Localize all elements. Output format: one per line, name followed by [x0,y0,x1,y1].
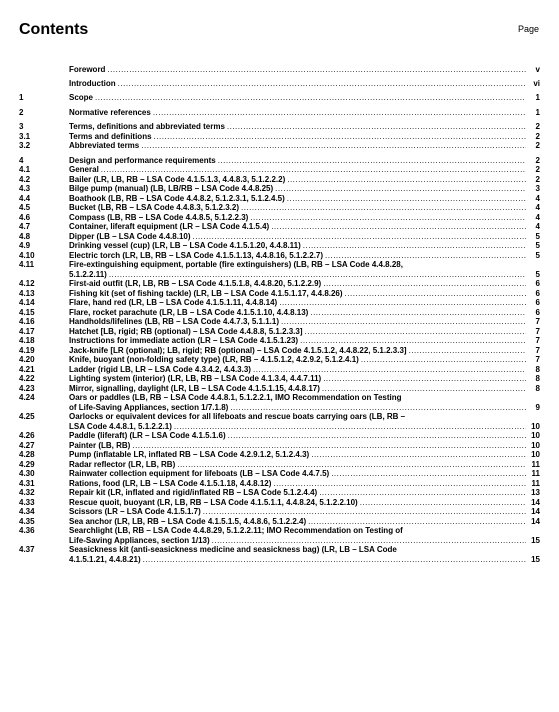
toc-entry-text [69,251,540,261]
dot-leader [95,93,526,103]
toc-entry[interactable] [19,479,540,489]
toc-entry[interactable] [19,460,540,470]
dot-leader [271,222,526,232]
toc-entry-number: 4 [19,155,24,165]
toc-entry-page-number: v [535,65,540,74]
toc-entry-number: 4.31 [19,478,35,488]
toc-entry[interactable] [19,412,540,431]
toc-entry-title-line: Pump (inflatable LR, inflated RB – LSA Code 4.2.9.1.2, 5.1.2.4.3) [69,450,310,459]
toc-entry[interactable] [19,336,540,346]
toc-entry-text [69,203,540,213]
toc-entry-number: 4.2 [19,174,31,184]
toc-entry-text [69,431,540,441]
toc-entry[interactable] [19,469,540,479]
toc-entry-page-number: 5 [535,231,540,241]
dot-leader [325,251,526,261]
toc-entry-page-number: 2 [535,122,540,131]
toc-entry-page-number: 10 [531,440,540,450]
toc-entry-title-line: Searchlight (LB, RB – LSA Code 4.4.8.29, 5.1.2.2.11; IMO Recommendation on Testing of [69,526,403,535]
toc-entry[interactable] [19,132,540,142]
dot-leader [275,184,526,194]
dot-leader [345,289,526,299]
toc-entry[interactable] [19,507,540,517]
toc-entry[interactable] [19,317,540,327]
toc-entry[interactable] [19,365,540,375]
toc-entry-text [69,317,540,327]
toc-entry-title-line: Container, liferaft equipment (LR – LSA Code 4.1.5.4) [69,222,270,231]
toc-entry-number: 4.18 [19,336,35,345]
toc-entry-page-number: 4 [535,222,540,231]
dot-leader [227,122,526,132]
toc-entry-title-line: Terms, definitions and abbreviated terms [69,122,225,131]
toc-entry-title-line: Oarlocks or equivalent devices for all lifeboats and rescue boats carrying oars (LB, RB – [69,412,406,421]
dot-leader [228,431,526,441]
toc-entry[interactable] [19,526,540,545]
toc-entry[interactable] [19,431,540,441]
toc-entry-title-line: Bucket (LB, RB – LSA Code 4.4.8.3, 5.1.2.3.2) [69,203,239,212]
dot-leader [154,132,526,142]
dot-leader [107,65,526,75]
toc-entry-number: 4.22 [19,374,35,383]
toc-entry-page-number: 9 [535,402,540,412]
toc-entry[interactable] [19,346,540,356]
toc-entry-number: 4.29 [19,459,35,469]
toc-entry[interactable] [19,393,540,412]
toc-entry-page-number: 4 [535,203,540,212]
toc-entry-page-number: 2 [535,141,540,150]
toc-entry-text [69,346,540,356]
toc-entry[interactable] [19,79,540,89]
toc-entry-text [69,241,540,251]
toc-entry-page-number: 7 [535,345,540,355]
toc-entry[interactable] [19,184,540,194]
toc-entry-title-line: Paddle (liferaft) (LR – LSA Code 4.1.5.1.6) [69,431,226,440]
toc-entry-text [69,479,540,489]
dot-leader [273,479,526,489]
toc-entry[interactable] [19,251,540,261]
dot-leader [311,450,526,460]
toc-entry-text [69,517,540,527]
toc-entry[interactable] [19,175,540,185]
toc-entry-text [69,393,540,412]
dot-leader [308,517,526,527]
toc-entry-page-number: 11 [531,478,540,488]
toc-entry-text [69,526,540,545]
toc-entry-text [69,488,540,498]
dot-leader [101,165,526,175]
toc-entry-number: 4.12 [19,279,35,288]
dot-leader [250,213,526,223]
dot-leader [409,346,526,356]
dot-leader [253,365,526,375]
toc-entry-page-number: 7 [535,355,540,364]
toc-entry-title-line: LSA Code 4.4.8.1, 5.1.2.2.1) [69,421,172,431]
toc-entry-text [69,336,540,346]
toc-entry-title-line: Ladder (rigid LB, LR – LSA Code 4.3.4.2, 4.4.3.3) [69,364,251,374]
toc-entry-text [69,108,540,118]
toc-entry-page-number: 7 [535,317,540,326]
toc-entry-number: 4.6 [19,212,31,222]
toc-entry-title-line: Instructions for immediate action (LR – LSA Code 4.1.5.1.23) [69,336,299,345]
page-column-label: Page [517,24,539,34]
toc-entry-page-number: 2 [535,174,540,184]
dot-leader [153,108,526,118]
toc-entry-number: 4.26 [19,431,35,440]
toc-entry-number: 2 [19,107,24,117]
toc-entry-text [69,374,540,384]
toc-entry[interactable] [19,545,540,564]
toc-entry-number: 3.1 [19,131,31,141]
dot-leader [109,270,526,280]
toc-entry-text [69,184,540,194]
toc-entry-text [69,450,540,460]
toc-entry-page-number: 5 [535,241,540,250]
dot-leader [360,498,526,508]
toc-entry-title-line: Sea anchor (LR, LB, RB – LSA Code 4.1.5.1.5, 4.4.8.6, 5.1.2.2.4) [69,516,307,526]
toc-entry[interactable] [19,517,540,527]
dot-leader [279,298,526,308]
toc-entry-title-line: 4.1.5.1.21, 4.4.8.21) [69,554,141,564]
dot-leader [300,336,526,346]
dot-leader [287,175,526,185]
toc-entry-page-number: 7 [535,336,540,345]
toc-entry-text [69,545,540,564]
toc-entry-text [69,412,540,431]
toc-entry[interactable] [19,298,540,308]
toc-entry[interactable] [19,165,540,175]
toc-entry-text [69,141,540,151]
toc-entry-number: 3 [19,122,24,131]
toc-entry-title-line: First-aid outfit (LR, LB, RB – LSA Code 4.1.5.1.8, 4.4.8.20, 5.1.2.2.9) [69,279,322,288]
toc-entry[interactable] [19,289,540,299]
toc-entry-text [69,460,540,470]
toc-entry-title-line: Fishing kit (set of fishing tackle) (LR, LB – LSA Code 4.1.5.1.17, 4.4.8.26) [69,288,343,298]
dot-leader [322,384,526,394]
toc-entry-title-line: Design and performance requirements [69,155,216,165]
toc-entry-number: 4.25 [19,412,35,421]
toc-entry-number: 4.17 [19,326,35,336]
toc-entry-title-line: Scissors (LR – LSA Code 4.1.5.1.7) [69,507,201,516]
toc-entry-title-line: Painter (LB, RB) [69,440,131,450]
toc-entry-text [69,79,540,89]
toc-entry[interactable] [19,384,540,394]
toc-entry-number: 4.21 [19,364,35,374]
toc-entry-title-line: Knife, buoyant (non-folding safety type) (LR, RB – 4.1.5.1.2, 4.2.9.2, 5.1.2.4.1) [69,355,359,364]
toc-entry-page-number: 3 [535,184,540,193]
dot-leader [310,308,526,318]
toc-entry[interactable] [19,241,540,251]
toc-entry-page-number: 14 [531,516,540,526]
toc-entry-page-number: 6 [535,298,540,307]
toc-entry-page-number: 1 [535,93,540,102]
toc-entry-number: 4.19 [19,345,35,355]
table-of-contents [19,65,540,564]
toc-entry-number: 4.11 [19,260,35,269]
toc-entry-page-number: 15 [531,554,540,564]
toc-entry-number: 4.36 [19,526,35,535]
toc-entry-title-line: Flare, hand red (LR, LB – LSA Code 4.1.5.1.11, 4.4.8.14) [69,298,278,307]
dot-leader [218,156,526,166]
toc-entry-text [69,498,540,508]
toc-entry[interactable] [19,355,540,365]
toc-entry-number: 4.3 [19,184,31,193]
toc-entry-page-number: 15 [531,535,540,545]
toc-entry[interactable] [19,203,540,213]
dot-leader [331,469,526,479]
toc-entry[interactable] [19,308,540,318]
toc-entry-number: 4.13 [19,288,35,298]
toc-entry-number: 4.20 [19,355,35,364]
toc-entry-text [69,384,540,394]
toc-entry-page-number: 8 [535,383,540,393]
toc-entry[interactable] [19,108,540,118]
toc-entry[interactable] [19,222,540,232]
toc-entry-number: 4.34 [19,507,35,516]
toc-entry-title-line: Mirror, signalling, daylight (LR, LB – LSA Code 4.1.5.1.15, 4.4.8.17) [69,383,320,393]
toc-entry-number: 4.16 [19,317,35,326]
toc-entry-text [69,469,540,479]
toc-entry-title-line: General [69,165,99,174]
toc-entry-title-line: Bilge pump (manual) (LB, LB/RB – LSA Code 4.4.8.25) [69,184,274,193]
toc-entry-text [69,122,540,132]
toc-entry-title-line: Electric torch (LR, LB, RB – LSA Code 4.1.5.1.13, 4.4.8.16, 5.1.2.2.7) [69,250,324,260]
toc-entry-text [69,156,540,166]
page-title: Contents [19,21,89,38]
dot-leader [319,488,526,498]
toc-entry-title-line: Terms and definitions [69,131,152,141]
dot-leader [132,441,526,451]
toc-entry-page-number: 11 [531,469,540,478]
dot-leader [177,460,526,470]
dot-leader [203,507,526,517]
toc-entry-text [69,441,540,451]
toc-entry-page-number: 10 [531,450,540,459]
toc-entry[interactable] [19,327,540,337]
toc-entry-page-number: 4 [535,212,540,222]
toc-entry-number: 4.37 [19,545,35,554]
toc-entry-number: 4.9 [19,241,31,250]
toc-entry-title-line: Rescue quoit, buoyant (LR, LB, RB – LSA Code 4.1.5.1.1, 4.4.8.24, 5.1.2.2.10) [69,497,358,507]
toc-entry-page-number: 6 [535,288,540,298]
toc-entry-title-line: Drinking vessel (cup) (LR, LB – LSA Code 4.1.5.1.20, 4.4.8.11) [69,241,301,250]
toc-entry-page-number: 6 [535,279,540,288]
toc-entry-page-number: 10 [531,431,540,440]
toc-entry-title-line: Rations, food (LR, LB – LSA Code 4.1.5.1.18, 4.4.8.12) [69,478,272,488]
toc-entry-page-number: 10 [531,421,540,431]
toc-entry-text [69,507,540,517]
toc-entry[interactable] [19,194,540,204]
toc-entry-page-number: 4 [535,193,540,203]
toc-entry-number: 4.4 [19,193,31,203]
toc-entry-number: 4.8 [19,231,31,241]
toc-entry-page-number: 6 [535,307,540,317]
toc-entry-number: 3.2 [19,141,31,150]
toc-entry[interactable] [19,374,540,384]
toc-entry-title-line: Rainwater collection equipment for lifeboats (LB – LSA Code 4.4.7.5) [69,469,330,478]
toc-entry-text [69,327,540,337]
toc-entry-text [69,222,540,232]
toc-entry[interactable] [19,279,540,289]
dot-leader [118,79,526,89]
toc-entry-title-line: Handholds/lifelines (LB, RB – LSA Code 4.4.7.3, 5.1.1.1) [69,317,279,326]
toc-entry-title-line: Radar reflector (LR, LB, RB) [69,459,176,469]
toc-entry-text [69,289,540,299]
toc-entry[interactable] [19,213,540,223]
dot-leader [287,194,526,204]
toc-entry-title-line: Boathook (LB, RB – LSA Code 4.4.8.2, 5.1.2.3.1, 5.1.2.4.5) [69,193,285,203]
dot-leader [323,279,526,289]
toc-entry-number: 4.7 [19,222,31,231]
toc-entry-page-number: 13 [531,488,540,497]
toc-entry-title-line: Dipper (LB – LSA Code 4.4.8.10) [69,231,191,241]
dot-leader [241,203,526,213]
toc-entry-number: 4.23 [19,383,35,393]
toc-entry-title-line: Scope [69,93,94,102]
toc-entry-page-number: 11 [531,459,540,469]
toc-entry-number: 4.33 [19,497,35,507]
toc-entry-title-line: Lighting system (interior) (LR, LB, RB – LSA Code 4.1.3.4, 4.4.7.11) [69,374,322,383]
toc-entry-number: 4.24 [19,393,35,402]
toc-entry-page-number: 5 [535,250,540,260]
toc-entry-text [69,165,540,175]
toc-entry-title-line: Life-Saving Appliances, section 1/13) [69,535,210,545]
toc-entry-title-line: Jack-knife [LR (optional); LB, rigid; RB (optional) – LSA Code 4.1.5.1.2, 4.4.8.22, 5.1.2.3.3] [69,345,407,355]
toc-entry-number: 4.1 [19,165,31,174]
toc-entry-number: 4.15 [19,307,35,317]
toc-entry-page-number: 8 [535,374,540,383]
dot-leader [143,555,526,565]
toc-entry-number: 4.30 [19,469,35,478]
toc-entry-title-line: 5.1.2.2.11) [69,269,107,279]
toc-entry-title-line: Abbreviated terms [69,141,140,150]
toc-entry-number: 4.32 [19,488,35,497]
toc-entry-text [69,308,540,318]
toc-entry-text [69,298,540,308]
dot-leader [212,536,526,546]
toc-entry-number: 1 [19,93,24,102]
toc-entry-title-line: of Life-Saving Appliances, section 1/7.1.8) [69,402,229,412]
dot-leader [174,422,526,432]
dot-leader [193,232,526,242]
toc-entry-number: 4.10 [19,250,35,260]
toc-entry-title-line: Oars or paddles (LB, RB – LSA Code 4.4.8.1, 5.1.2.2.1, IMO Recommendation on Testing [69,393,402,402]
toc-entry[interactable] [19,450,540,460]
toc-entry-title-line: Foreword [69,65,106,74]
toc-entry[interactable] [19,141,540,151]
toc-entry-text [69,132,540,142]
dot-leader [361,355,526,365]
toc-entry-page-number: 14 [531,507,540,516]
toc-entry[interactable] [19,260,540,279]
toc-entry-text [69,175,540,185]
toc-entry-text [69,213,540,223]
toc-entry-page-number: 1 [535,107,540,117]
toc-entry-title-line: Normative references [69,107,151,117]
toc-entry[interactable] [19,488,540,498]
toc-entry-page-number: 5 [535,269,540,279]
toc-entry-page-number: 2 [535,155,540,165]
dot-leader [303,241,526,251]
toc-entry-page-number: 2 [535,131,540,141]
dot-leader [281,317,526,327]
toc-entry-text [69,279,540,289]
toc-entry[interactable] [19,156,540,166]
toc-entry-text [69,260,540,279]
toc-entry[interactable] [19,122,540,132]
toc-entry-title-line: Bailer (LR, LB, RB – LSA Code 4.1.5.1.3, 4.4.8.3, 5.1.2.2.2) [69,174,286,184]
toc-entry-text [69,365,540,375]
toc-entry-text [69,355,540,365]
toc-entry[interactable] [19,93,540,103]
toc-entry-number: 4.5 [19,203,31,212]
toc-entry-text [69,65,540,75]
dot-leader [305,327,526,337]
dot-leader [230,403,526,413]
dot-leader [141,141,526,151]
toc-entry-page-number: 7 [535,326,540,336]
toc-entry-title-line: Seasickness kit (anti-seasickness medicine and seasickness bag) (LR, LB – LSA Code [69,545,397,554]
toc-entry-page-number: vi [533,78,540,88]
toc-entry-text [69,194,540,204]
toc-entry-page-number: 8 [535,364,540,374]
toc-entry-number: 4.27 [19,440,35,450]
toc-entry-number: 4.14 [19,298,35,307]
toc-entry-number: 4.35 [19,516,35,526]
toc-entry-number: 4.28 [19,450,35,459]
toc-entry[interactable] [19,498,540,508]
toc-entry-text [69,93,540,103]
toc-entry[interactable] [19,65,540,75]
toc-entry-page-number: 14 [531,497,540,507]
toc-entry-title-line: Hatchet [LB, rigid; RB (optional) – LSA Code 4.4.8.8, 5.1.2.3.3] [69,326,303,336]
toc-entry-page-number: 2 [535,165,540,174]
toc-entry-title-line: Introduction [69,78,116,88]
toc-entry[interactable] [19,441,540,451]
toc-entry-text [69,232,540,242]
toc-entry-title-line: Repair kit (LR, inflated and rigid/inflated RB – LSA Code 5.1.2.4.4) [69,488,318,497]
dot-leader [323,374,526,384]
toc-entry-title-line: Fire-extinguishing equipment, portable (fire extinguishers) (LB, RB – LSA Code 4.4.8.28, [69,260,403,269]
toc-entry[interactable] [19,232,540,242]
toc-entry-title-line: Compass (LB, RB – LSA Code 4.4.8.5, 5.1.2.2.3) [69,212,249,222]
toc-entry-title-line: Flare, rocket parachute (LR, LB – LSA Code 4.1.5.1.10, 4.4.8.13) [69,307,309,317]
